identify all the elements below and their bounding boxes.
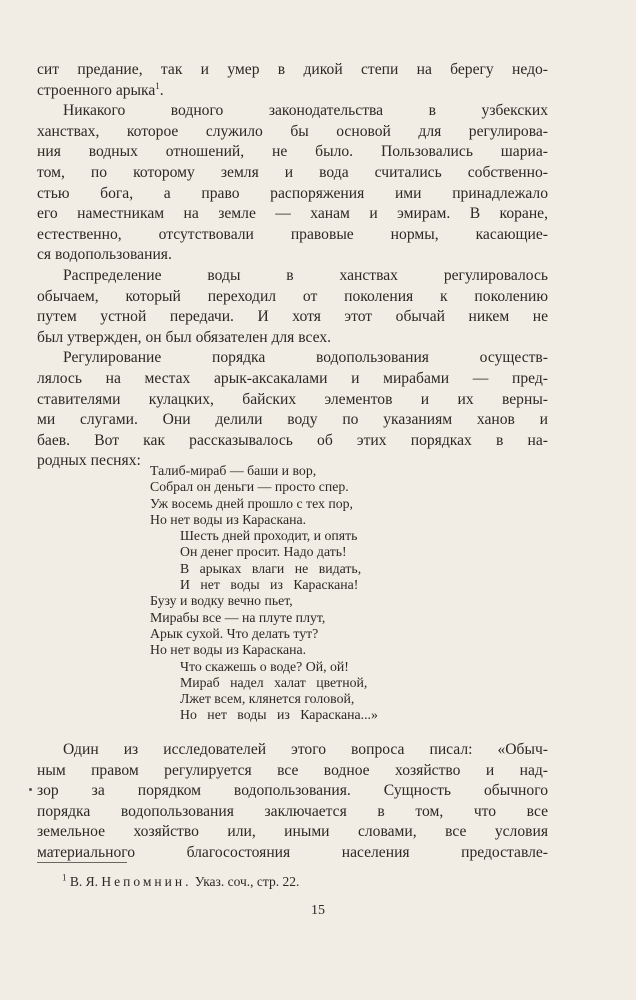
footnote-author-surname: Непомнин. [101, 874, 192, 889]
text-line: ным правом регулируется все водное хозяйство и над- [37, 761, 548, 779]
text-line: ся водопользования. [37, 246, 172, 264]
text-line: материального благосостояния населения предоставле- [37, 843, 548, 861]
text-line: естественно, отсутствовали правовые нормы, касающие- [37, 225, 548, 243]
text-block-top [37, 60, 548, 472]
poem-line: Талиб-мираб — баши и вор, [150, 463, 317, 478]
footnote-mark: 1 [62, 872, 67, 883]
poem-line: Что скажешь о воде? Ой, ой! [180, 658, 349, 674]
footnote-source: Указ. соч., стр. 22. [194, 874, 300, 889]
text-block-bottom [37, 740, 548, 864]
page-number: 15 [311, 903, 325, 918]
poem-line: Но нет воды из Караскана. [150, 511, 307, 527]
poem-line: Но нет воды из Караскана...» [180, 707, 378, 723]
text-line: земельное хозяйство или, иными словами, все условия [37, 823, 548, 841]
text-line: путем устной передачи. И хотя этот обычай никем не [37, 308, 548, 326]
poem-line: Бузу и водку вечно пьет, [150, 593, 293, 609]
paragraph-first-line: Один из исследователей этого вопроса писал: «Обыч- [63, 741, 548, 758]
poem [150, 463, 420, 724]
text-line: родных песнях: [37, 452, 141, 470]
text-punctuation: . [159, 81, 164, 99]
text-line: обычаем, который переходил от поколения к поколению [37, 287, 548, 305]
text-line: том, по которому земля и вода считались собственно- [37, 163, 548, 181]
poem-line: Шесть дней проходит, и опять [180, 528, 358, 544]
text-line: ния водных отношений, не было. Пользовались шариа- [37, 143, 548, 161]
paragraph-first-line: Никакого водного законодательства в узбекских [63, 102, 548, 120]
text-line: был утвержден, он был обязателен для всех. [37, 328, 332, 346]
poem-line: Он денег просит. Надо дать! [180, 544, 347, 560]
text-line: баев. Вот как рассказывалось об этих порядках в на- [37, 431, 548, 449]
paragraph-first-line: Распределение воды в ханствах регулировалось [63, 266, 548, 284]
text-line: сит предание, так и умер в дикой степи на берегу недо- [37, 61, 548, 78]
text-line: порядка водопользования заключается в том, что все [37, 802, 548, 820]
paragraph-first-line: Регулирование порядка водопользования осуществ- [63, 349, 548, 367]
page-speck [29, 788, 32, 791]
text-line: лялось на местах арык-аксакалами и мирабами — пред- [37, 369, 548, 387]
poem-line: Уж восемь дней прошло с тех пор, [150, 495, 354, 511]
poem-line: Лжет всем, клянется головой, [180, 691, 355, 707]
footnote [62, 873, 299, 890]
text-line: ставителями кулацких, байских элементов и их верны- [37, 390, 548, 408]
text-line-with-footnote [37, 81, 548, 102]
text-line: строенного арыка [37, 81, 156, 99]
text-line: его наместникам на земле — ханам и эмирам. В коране, [37, 205, 548, 223]
footnote-reference: 1 [155, 80, 160, 91]
footnote-divider [37, 862, 127, 863]
footnote-author-initials: В. Я. [69, 874, 99, 889]
poem-line: И нет воды из Караскана! [180, 577, 359, 593]
poem-line: Мирабы все — на плуте плут, [150, 609, 326, 625]
text-line: ми слугами. Они делили воду по указаниям ханов и [37, 411, 548, 429]
text-line: стью бога, а право распоряжения ими принадлежало [37, 184, 548, 202]
text-line: зор за порядком водопользования. Сущность обычного [37, 782, 548, 800]
poem-line: Но нет воды из Караскана. [150, 642, 307, 658]
text-line: ханствах, которое служило бы основой для регулирова- [37, 122, 548, 140]
poem-line: Мираб надел халат цветной, [180, 674, 368, 690]
poem-line: Арык сухой. Что делать тут? [150, 625, 319, 641]
poem-line: В арыках влаги не видать, [180, 560, 362, 576]
poem-line: Собрал он деньги — просто спер. [150, 479, 349, 495]
